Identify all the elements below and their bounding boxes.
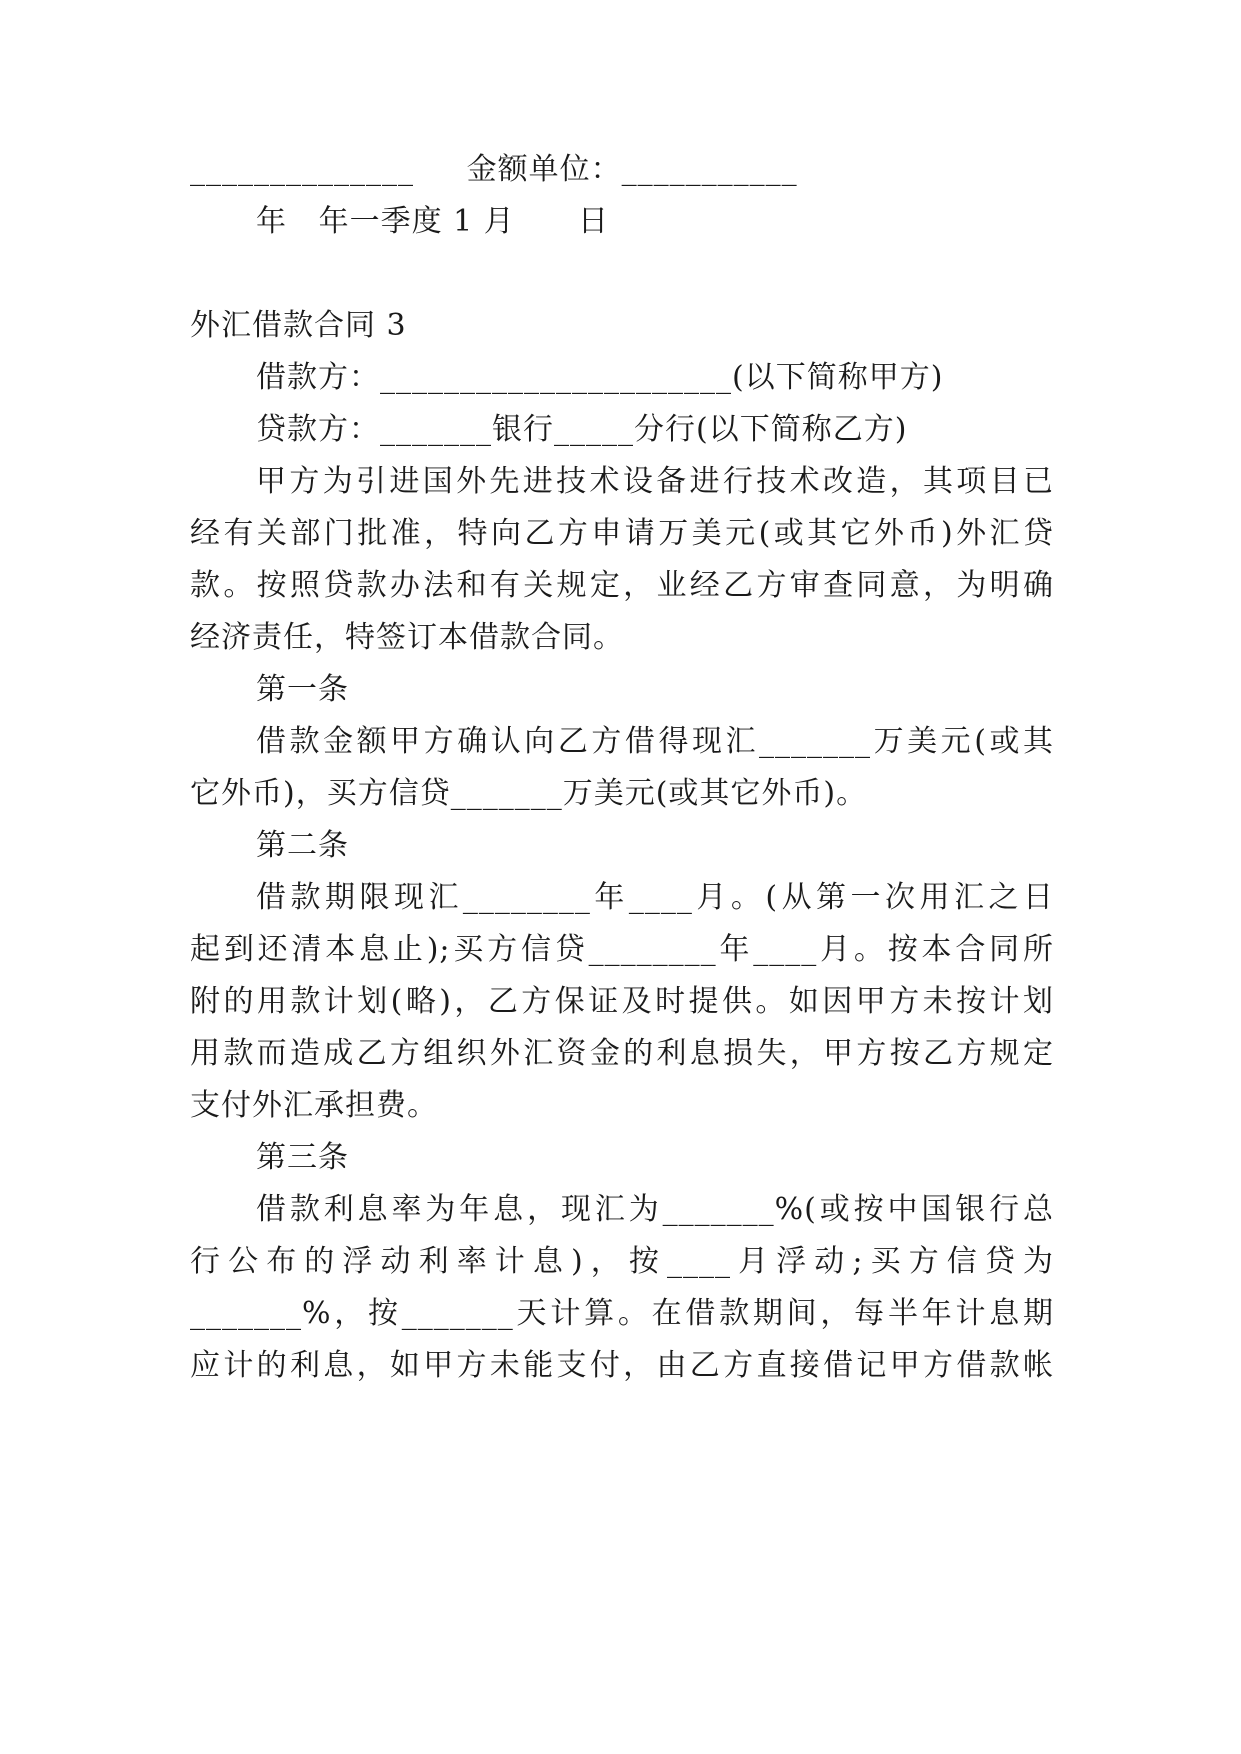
article-line: 借款利息率为年息，现汇为_______%(或按中国银行总 (256, 1192, 1054, 1227)
date-line: 年 年一季度 1 月 日 (256, 204, 609, 239)
article-line: 借款期限现汇________年____月。(从第一次用汇之日 (256, 880, 1054, 915)
article-line: 应计的利息，如甲方未能支付，由乙方直接借记甲方借款帐 (190, 1348, 1054, 1383)
borrower-line: 借款方：______________________(以下简称甲方) (256, 360, 944, 395)
article-line: 用款而造成乙方组织外汇资金的利息损失，甲方按乙方规定 (190, 1036, 1054, 1071)
article-line: 支付外汇承担费。 (190, 1088, 438, 1123)
intro-line: 经济责任，特签订本借款合同。 (190, 620, 624, 655)
intro-line: 甲方为引进国外先进技术设备进行技术改造，其项目已 (256, 464, 1054, 499)
lender-line: 贷款方：_______银行_____分行(以下简称乙方) (256, 412, 908, 447)
article-line: 行公布的浮动利率计息)，按____月浮动;买方信贷为 (190, 1244, 1054, 1279)
article-heading: 第一条 (256, 672, 349, 707)
article-heading: 第二条 (256, 828, 349, 863)
article-line: _______%，按_______天计算。在借款期间，每半年计息期 (190, 1296, 1054, 1331)
contract-title: 外汇借款合同 3 (190, 308, 407, 343)
article-line: 它外币)，买方信贷_______万美元(或其它外币)。 (190, 776, 868, 811)
article-heading: 第三条 (256, 1140, 349, 1175)
article-line: 借款金额甲方确认向乙方借得现汇_______万美元(或其 (256, 724, 1054, 759)
article-line: 附的用款计划(略)，乙方保证及时提供。如因甲方未按计划 (190, 984, 1054, 1019)
article-line: 起到还清本息止);买方信贷________年____月。按本合同所 (190, 932, 1054, 967)
amount-unit-line: ______________ 金额单位：___________ (190, 152, 798, 187)
intro-line: 款。按照贷款办法和有关规定，业经乙方审查同意，为明确 (190, 568, 1054, 603)
intro-line: 经有关部门批准，特向乙方申请万美元(或其它外币)外汇贷 (190, 516, 1054, 551)
